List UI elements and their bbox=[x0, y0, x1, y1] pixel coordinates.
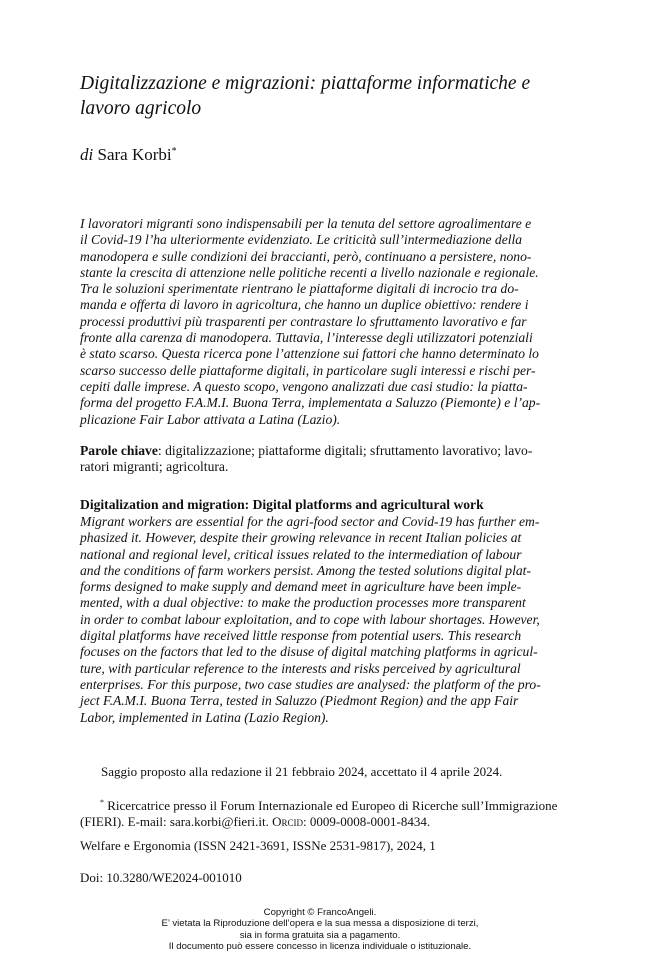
abstract-it-line: il Covid-19 l’ha ulteriormente evidenziato. Le criticità sull’intermediazione della bbox=[80, 232, 523, 248]
abstract-italian bbox=[80, 216, 580, 428]
author-footnote bbox=[80, 795, 580, 830]
orcid-id: : 0009-0008-0001-8434. bbox=[303, 814, 431, 829]
abstract-en-line: national and regional level, critical issues related to the intermediation of labour bbox=[80, 546, 522, 562]
orcid-label: Orcid bbox=[272, 814, 304, 829]
article-title-line-2: lavoro agricolo bbox=[80, 98, 202, 119]
abstract-en-line: mented, with a dual objective: to make the production processes more transparent bbox=[80, 595, 526, 611]
keywords-italian bbox=[80, 443, 580, 476]
article-title bbox=[80, 71, 600, 121]
copyright-line: sia in forma gratuita sia a pagamento. bbox=[239, 929, 401, 941]
copyright-line: Copyright © FrancoAngeli. bbox=[263, 907, 377, 918]
abstract-en-line: forms designed to make supply and demand meet in agriculture have been imple- bbox=[80, 579, 522, 595]
keywords-text-2: ratori migranti; agricoltura. bbox=[80, 459, 229, 475]
footnote-email: (FIERI). E-mail: sara.korbi@fieri.it. bbox=[80, 814, 273, 829]
abstract-en-line: and the conditions of farm workers persist. Among the tested solutions digital plat- bbox=[80, 562, 531, 578]
abstract-it-line: I lavoratori migranti sono indispensabili per la tenuta del settore agroalimentare e bbox=[80, 216, 532, 231]
abstract-it-line: Tra le soluzioni sperimentate rientrano le piattaforme digitali di incrocio tra do- bbox=[80, 281, 519, 297]
footnote-affiliation: Ricercatrice presso il Forum Internazionale ed Europeo di Ricerche sull’Immigrazione bbox=[107, 798, 558, 813]
keywords-text-1: : digitalizzazione; piattaforme digitali; sfruttamento lavorativo; lavo- bbox=[157, 443, 533, 458]
english-abstract-title: Digitalization and migration: Digital platforms and agricultural work bbox=[80, 497, 484, 512]
abstract-it-line: plicazione Fair Labor attivata a Latina (Lazio). bbox=[80, 411, 341, 427]
journal-citation: Welfare e Ergonomia (ISSN 2421-3691, ISSNe 2531-9817), 2024, 1 bbox=[80, 838, 436, 853]
article-title-line-1: Digitalizzazione e migrazioni: piattaforme informatiche e bbox=[80, 73, 531, 94]
abstract-en-line: digital platforms have received little response from potential users. This research bbox=[80, 628, 522, 644]
abstract-it-line: forma del progetto F.A.M.I. Buona Terra, implementata a Saluzzo (Piemonte) e l’ap- bbox=[80, 395, 541, 411]
author-name: Sara Korbi bbox=[97, 145, 172, 164]
abstract-it-line: processi produttivi più trasparenti per contrastare lo sfruttamento lavorativo e far bbox=[80, 313, 527, 329]
abstract-en-line: focuses on the factors that led to the disuse of digital matching platforms in agricul- bbox=[80, 644, 538, 660]
abstract-it-line: fronte alla carenza di manodopera. Tuttavia, l’interesse degli utilizzatori potenziali bbox=[80, 330, 533, 346]
abstract-it-line: stante la crescita di attenzione nelle politiche recenti a livello nazionale e regionale. bbox=[80, 264, 539, 280]
author-footnote-mark: * bbox=[171, 146, 177, 157]
abstract-en-line: phasized it. However, despite their growing relevance in recent Italian policies at bbox=[80, 530, 522, 546]
keywords-label: Parole chiave bbox=[80, 443, 158, 458]
abstract-it-line: cepiti dalle imprese. A questo scopo, vengono analizzati due casi studio: la piatta- bbox=[80, 378, 528, 394]
abstract-en-line: ject F.A.M.I. Buona Terra, tested in Saluzzo (Piedmont Region) and the app Fair bbox=[80, 693, 519, 709]
abstract-it-line: manodopera e sulle condizioni dei braccianti, però, continuano a persistere, nono- bbox=[80, 248, 532, 264]
abstract-en-line: Migrant workers are essential for the agri-food sector and Covid-19 has further em- bbox=[80, 514, 540, 529]
author-prefix: di bbox=[80, 145, 94, 164]
abstract-en-line: in order to combat labour exploitation, and to cope with labour shortages. However, bbox=[80, 611, 540, 627]
abstract-english bbox=[80, 514, 580, 726]
copyright-line: Il documento può essere concesso in licenza individuale o istituzionale. bbox=[168, 940, 472, 952]
submission-note: Saggio proposto alla redazione il 21 febbraio 2024, accettato il 4 aprile 2024. bbox=[101, 764, 503, 779]
copyright-line: E’ vietata la Riproduzione dell’opera e la sua messa a disposizione di terzi, bbox=[161, 918, 479, 930]
abstract-it-line: manda e offerta di lavoro in agricoltura, che hanno un duplice obiettivo: rendere i bbox=[80, 297, 529, 313]
author-byline bbox=[80, 141, 177, 166]
abstract-it-line: è stato scarso. Questa ricerca pone l’attenzione sui fattori che hanno determinato lo bbox=[80, 346, 539, 362]
abstract-it-line: scarso successo delle piattaforme digitali, in particolare sugli interessi e rischi per- bbox=[80, 362, 536, 378]
footnote-mark: * bbox=[100, 798, 104, 807]
doi: Doi: 10.3280/WE2024-001010 bbox=[80, 870, 242, 885]
abstract-en-line: enterprises. For this purpose, two case studies are analysed: the platform of the pro- bbox=[80, 676, 541, 692]
abstract-en-line: Labor, implemented in Latina (Lazio Region). bbox=[80, 709, 329, 725]
copyright-notice bbox=[120, 907, 520, 952]
abstract-en-line: ture, with particular reference to the interests and risks perceived by agricultural bbox=[80, 660, 521, 676]
